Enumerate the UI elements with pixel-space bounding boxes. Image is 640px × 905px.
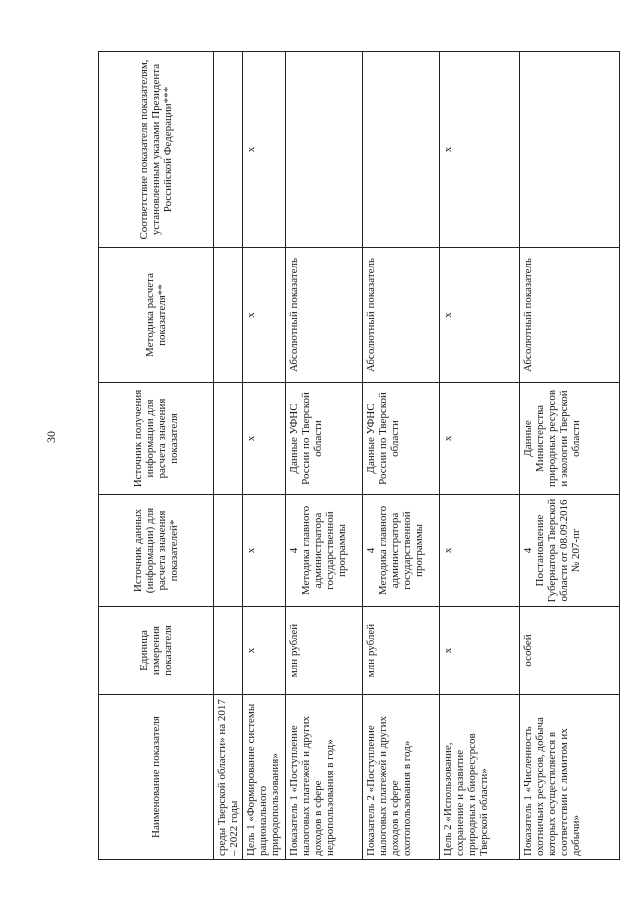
table-row <box>440 52 520 860</box>
cell-compliance: х <box>440 52 520 248</box>
cell-unit: млн рублей <box>286 607 363 695</box>
cell-compliance <box>363 52 440 248</box>
page-number: 30 <box>44 431 58 443</box>
table-row <box>286 52 363 860</box>
cell-unit <box>214 607 243 695</box>
cell-data-source: х <box>440 495 520 607</box>
document-sheet <box>98 52 620 860</box>
cell-data-source: 4 Постановление Губернатора Тверской области от 08.09.2016 № 207-пг <box>520 495 620 607</box>
cell-data-source <box>214 495 243 607</box>
cell-data-source: 4 Методика главного администратора государственной программы <box>363 495 440 607</box>
cell-unit: х <box>243 607 286 695</box>
cell-method: Абсолютный показатель <box>286 248 363 383</box>
header-data-source: Источник данных (информации) для расчета значения показателей* <box>99 495 214 607</box>
header-indicator-name: Наименование показателя <box>99 695 214 860</box>
cell-indicator-name: Показатель 2 «Поступление налоговых платежей и других доходов в сфере охотопользования в год» <box>363 695 440 860</box>
header-unit: Единица измерения показателя <box>99 607 214 695</box>
cell-method: Абсолютный показатель <box>363 248 440 383</box>
header-method: Методика расчета показателя** <box>99 248 214 383</box>
cell-info-source: х <box>243 383 286 495</box>
cell-unit: особей <box>520 607 620 695</box>
cell-data-source: х <box>243 495 286 607</box>
cell-indicator-name: Цель 2 «Использование, сохранение и развитие природных и биоресурсов Тверской области» <box>440 695 520 860</box>
indicators-table <box>98 51 620 860</box>
header-compliance: Соответствие показателя показателям, установленным указами Президента Российской Федерации*** <box>99 52 214 248</box>
cell-method: Абсолютный показатель <box>520 248 620 383</box>
header-info-source: Источник получения информации для расчета значения показателя <box>99 383 214 495</box>
table-row <box>363 52 440 860</box>
table-row <box>243 52 286 860</box>
cell-compliance <box>286 52 363 248</box>
cell-info-source <box>214 383 243 495</box>
cell-method: х <box>243 248 286 383</box>
table-header-row <box>99 52 214 860</box>
table-row <box>520 52 620 860</box>
cell-info-source: Данные УФНС России по Тверской области <box>286 383 363 495</box>
cell-unit: млн рублей <box>363 607 440 695</box>
cell-unit: х <box>440 607 520 695</box>
cell-indicator-name: среды Тверской области» на 2017 – 2022 годы <box>214 695 243 860</box>
cell-data-source: 4 Методика главного администратора государственной программы <box>286 495 363 607</box>
cell-compliance: х <box>243 52 286 248</box>
cell-compliance <box>520 52 620 248</box>
cell-compliance <box>214 52 243 248</box>
table-row <box>214 52 243 860</box>
cell-info-source: х <box>440 383 520 495</box>
cell-method: х <box>440 248 520 383</box>
cell-indicator-name: Цель 1 «Формирование системы рационального природопользования» <box>243 695 286 860</box>
cell-method <box>214 248 243 383</box>
cell-indicator-name: Показатель 1 «Численность охотничьих ресурсов, добыча которых осуществляется в соответствии с лимитом их добычи» <box>520 695 620 860</box>
cell-indicator-name: Показатель 1 «Поступление налоговых платежей и других доходов в сфере недропользования в год» <box>286 695 363 860</box>
cell-info-source: Данные УФНС России по Тверской области <box>363 383 440 495</box>
cell-info-source: Данные Министерства природных ресурсов и экологии Тверской области <box>520 383 620 495</box>
